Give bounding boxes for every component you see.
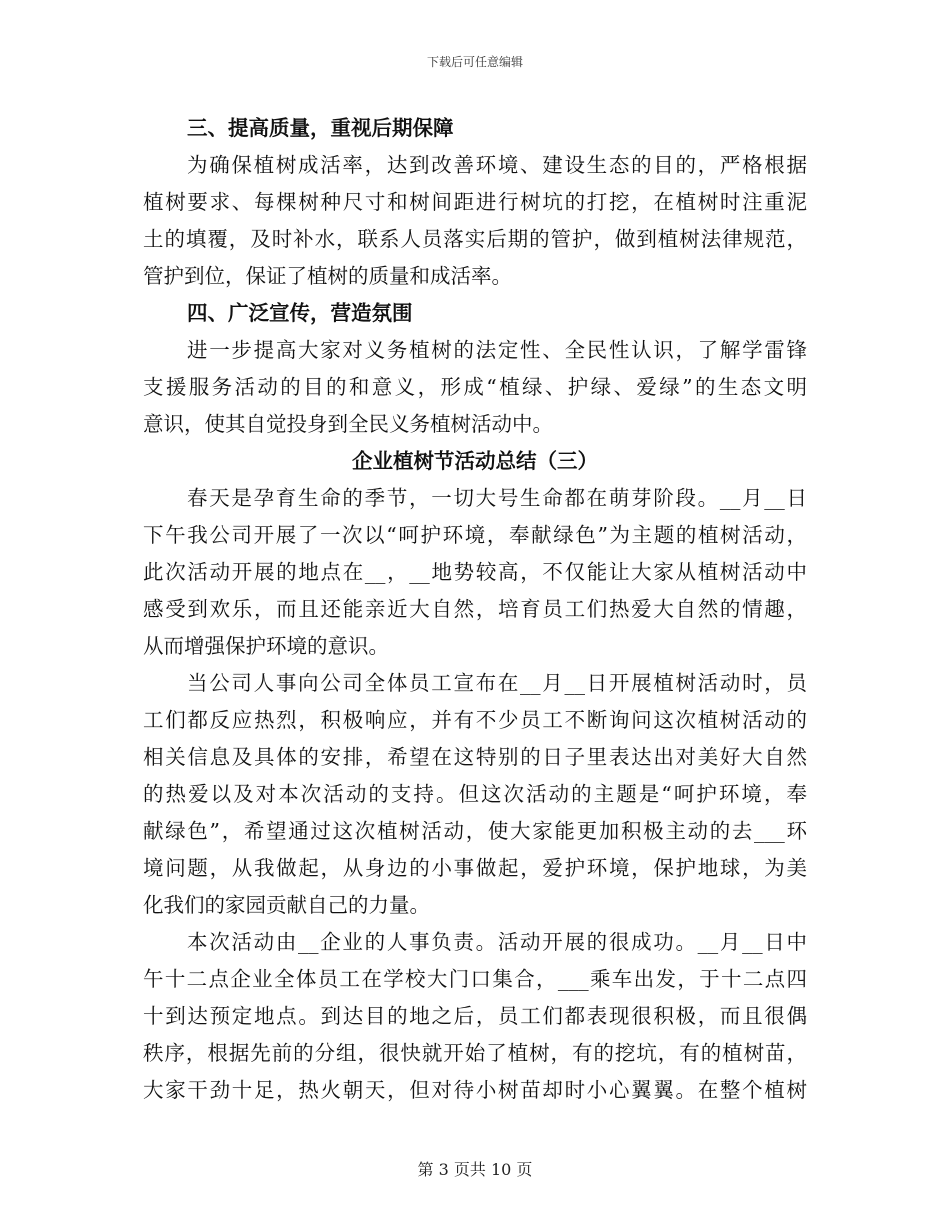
document-body [143,110,807,1109]
paragraph-line: 秩序，根据先前的分组，很快就开始了植树，有的挖坑，有的植树苗， [143,1041,807,1065]
section-heading-4: 四、广泛宣传，营造氛围 [187,301,413,325]
paragraph-line: 从而增强保护环境的意识。 [143,634,389,658]
paragraph-line: 植树要求、每棵树种尺寸和树间距进行树坑的打挖，在植树时注重泥 [143,190,807,214]
article-title: 企业植树节活动总结（三） [352,449,598,473]
paragraph-line: 进一步提高大家对义务植树的法定性、全民性认识，了解学雷锋 [187,338,807,362]
section-heading-3: 三、提高质量，重视后期保障 [187,116,454,140]
paragraph-line: 感受到欢乐，而且还能亲近大自然，培育员工们热爱大自然的情趣， [143,597,807,621]
paragraph-line: 当公司人事向公司全体员工宣布在__月__日开展植树活动时，员 [187,671,807,695]
paragraph-line: 午十二点企业全体员工在学校大门口集合，___乘车出发，于十二点四 [143,967,807,991]
paragraph-line: 本次活动由__企业的人事负责。活动开展的很成功。__月__日中 [187,930,807,954]
paragraph-line: 献绿色”，希望通过这次植树活动，使大家能更加积极主动的去___环 [143,819,807,843]
paragraph-line: 化我们的家园贡献自己的力量。 [143,893,430,917]
paragraph-line: 为确保植树成活率，达到改善环境、建设生态的目的，严格根据 [187,153,807,177]
page-header: 下载后可任意编辑 [426,55,523,69]
paragraph-line: 大家干劲十足，热火朝天，但对待小树苗却时小心翼翼。在整个植树 [143,1078,807,1102]
paragraph-line: 下午我公司开展了一次以“呵护环境，奉献绿色”为主题的植树活动， [143,523,807,547]
paragraph-line: 此次活动开展的地点在__，__地势较高，不仅能让大家从植树活动中 [143,560,807,584]
paragraph-line: 十到达预定地点。到达目的地之后，员工们都表现很积极，而且很偶 [143,1004,807,1028]
paragraph-line: 的热爱以及对本次活动的支持。但这次活动的主题是“呵护环境，奉 [143,782,807,806]
paragraph-line: 春天是孕育生命的季节，一切大号生命都在萌芽阶段。__月__日 [187,486,807,510]
paragraph-line: 相关信息及具体的安排，希望在这特别的日子里表达出对美好大自然 [143,745,807,769]
paragraph-line: 境问题，从我做起，从身边的小事做起，爱护环境，保护地球，为美 [143,856,807,880]
paragraph-line: 管护到位，保证了植树的质量和成活率。 [143,264,512,288]
paragraph-line: 工们都反应热烈，积极响应，并有不少员工不断询问这次植树活动的 [143,708,807,732]
page-footer: 第 3 页共 10 页 [417,1160,533,1179]
paragraph-line: 支援服务活动的目的和意义，形成“植绿、护绿、爱绿”的生态文明 [143,375,807,399]
paragraph-line: 土的填覆，及时补水，联系人员落实后期的管护，做到植树法律规范， [143,227,807,251]
paragraph-line: 意识，使其自觉投身到全民义务植树活动中。 [143,412,553,436]
